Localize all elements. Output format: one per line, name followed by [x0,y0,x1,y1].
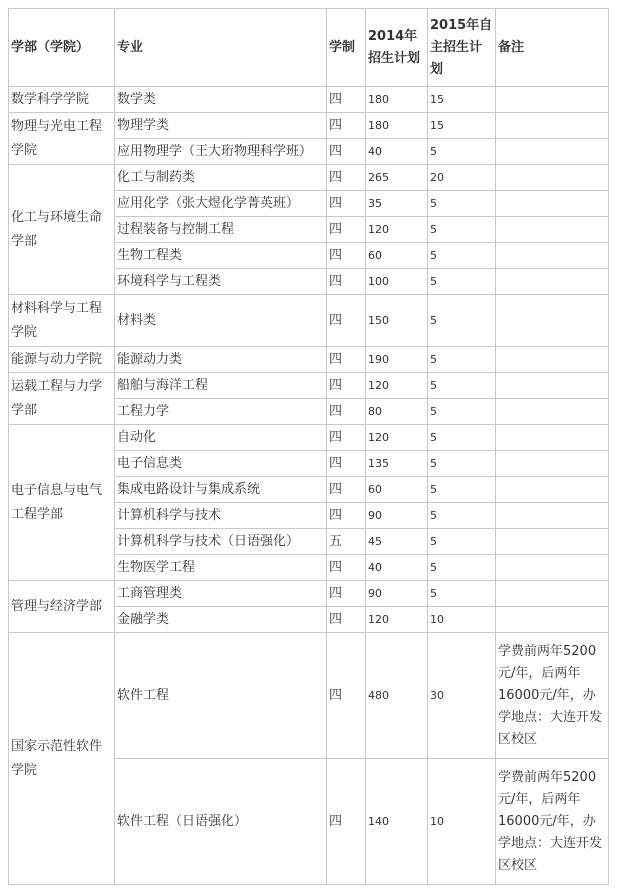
major-cell: 计算机科学与技术（日语强化） [115,529,327,555]
plan-2015-cell: 5 [428,347,496,373]
major-cell: 软件工程 [115,633,327,759]
school-cell: 物理与光电工程学院 [9,113,115,165]
major-cell: 自动化 [115,425,327,451]
years-cell: 四 [327,373,366,399]
plan-2015-cell: 5 [428,555,496,581]
plan-2014-cell: 40 [366,555,428,581]
plan-2015-cell: 5 [428,477,496,503]
plan-2015-cell: 5 [428,503,496,529]
years-cell: 五 [327,529,366,555]
header-years: 学制 [327,9,366,87]
plan-2015-cell: 5 [428,425,496,451]
plan-2015-cell: 5 [428,139,496,165]
plan-2014-cell: 120 [366,607,428,633]
admissions-table [8,8,609,885]
major-cell: 应用化学（张大煜化学菁英班） [115,191,327,217]
note-cell [496,113,609,139]
major-cell: 过程装备与控制工程 [115,217,327,243]
years-cell: 四 [327,503,366,529]
plan-2014-cell: 90 [366,581,428,607]
note-cell [496,607,609,633]
school-cell: 国家示范性软件学院 [9,633,115,885]
header-note: 备注 [496,9,609,87]
major-cell: 生物工程类 [115,243,327,269]
plan-2015-cell: 10 [428,759,496,885]
note-cell: 学费前两年5200元/年，后两年16000元/年，办学地点：大连开发区校区 [496,633,609,759]
school-cell: 电子信息与电气工程学部 [9,425,115,581]
school-cell: 数学科学学院 [9,87,115,113]
major-cell: 能源动力类 [115,347,327,373]
plan-2015-cell: 5 [428,373,496,399]
note-cell [496,217,609,243]
years-cell: 四 [327,347,366,373]
note-cell [496,87,609,113]
plan-2014-cell: 265 [366,165,428,191]
years-cell: 四 [327,243,366,269]
years-cell: 四 [327,633,366,759]
note-cell [496,373,609,399]
years-cell: 四 [327,451,366,477]
plan-2014-cell: 180 [366,87,428,113]
plan-2014-cell: 190 [366,347,428,373]
years-cell: 四 [327,191,366,217]
major-cell: 软件工程（日语强化） [115,759,327,885]
table-row [9,373,609,399]
school-cell: 运载工程与力学学部 [9,373,115,425]
note-cell [496,191,609,217]
plan-2014-cell: 120 [366,373,428,399]
table-row [9,633,609,759]
years-cell: 四 [327,295,366,347]
plan-2015-cell: 5 [428,269,496,295]
years-cell: 四 [327,425,366,451]
major-cell: 生物医学工程 [115,555,327,581]
header-major: 专业 [115,9,327,87]
plan-2015-cell: 15 [428,87,496,113]
years-cell: 四 [327,477,366,503]
table-row [9,295,609,347]
years-cell: 四 [327,269,366,295]
major-cell: 数学类 [115,87,327,113]
plan-2014-cell: 480 [366,633,428,759]
years-cell: 四 [327,399,366,425]
plan-2015-cell: 20 [428,165,496,191]
years-cell: 四 [327,581,366,607]
major-cell: 工程力学 [115,399,327,425]
plan-2014-cell: 40 [366,139,428,165]
note-cell [496,269,609,295]
major-cell: 电子信息类 [115,451,327,477]
school-cell: 材料科学与工程学院 [9,295,115,347]
header-plan-2015: 2015年自主招生计划 [428,9,496,87]
header-school: 学部（学院） [9,9,115,87]
plan-2014-cell: 120 [366,425,428,451]
table-row [9,347,609,373]
years-cell: 四 [327,113,366,139]
table-row [9,87,609,113]
school-cell: 管理与经济学部 [9,581,115,633]
years-cell: 四 [327,759,366,885]
years-cell: 四 [327,87,366,113]
plan-2015-cell: 5 [428,191,496,217]
major-cell: 环境科学与工程类 [115,269,327,295]
years-cell: 四 [327,165,366,191]
note-cell [496,477,609,503]
major-cell: 集成电路设计与集成系统 [115,477,327,503]
plan-2014-cell: 135 [366,451,428,477]
major-cell: 化工与制药类 [115,165,327,191]
note-cell [496,347,609,373]
years-cell: 四 [327,139,366,165]
plan-2014-cell: 35 [366,191,428,217]
major-cell: 计算机科学与技术 [115,503,327,529]
plan-2014-cell: 60 [366,243,428,269]
major-cell: 材料类 [115,295,327,347]
note-cell [496,295,609,347]
note-cell [496,399,609,425]
plan-2014-cell: 180 [366,113,428,139]
plan-2014-cell: 80 [366,399,428,425]
plan-2015-cell: 5 [428,581,496,607]
plan-2015-cell: 5 [428,217,496,243]
years-cell: 四 [327,217,366,243]
plan-2014-cell: 140 [366,759,428,885]
major-cell: 物理学类 [115,113,327,139]
plan-2014-cell: 90 [366,503,428,529]
note-cell [496,581,609,607]
years-cell: 四 [327,607,366,633]
years-cell: 四 [327,555,366,581]
note-cell [496,243,609,269]
plan-2015-cell: 5 [428,399,496,425]
table-row [9,425,609,451]
table-body [9,87,609,885]
major-cell: 工商管理类 [115,581,327,607]
note-cell [496,165,609,191]
plan-2014-cell: 120 [366,217,428,243]
plan-2014-cell: 100 [366,269,428,295]
note-cell [496,425,609,451]
plan-2015-cell: 5 [428,529,496,555]
note-cell [496,451,609,477]
header-row [9,9,609,87]
note-cell [496,503,609,529]
table-row [9,581,609,607]
major-cell: 应用物理学（王大珩物理科学班） [115,139,327,165]
note-cell: 学费前两年5200元/年，后两年16000元/年，办学地点：大连开发区校区 [496,759,609,885]
note-cell [496,529,609,555]
plan-2015-cell: 5 [428,451,496,477]
plan-2014-cell: 45 [366,529,428,555]
admissions-table-container [8,8,609,885]
note-cell [496,555,609,581]
table-row [9,165,609,191]
plan-2015-cell: 30 [428,633,496,759]
plan-2015-cell: 15 [428,113,496,139]
major-cell: 金融学类 [115,607,327,633]
school-cell: 能源与动力学院 [9,347,115,373]
plan-2014-cell: 150 [366,295,428,347]
table-row [9,113,609,139]
plan-2015-cell: 5 [428,243,496,269]
header-plan-2014: 2014年招生计划 [366,9,428,87]
major-cell: 船舶与海洋工程 [115,373,327,399]
plan-2014-cell: 60 [366,477,428,503]
school-cell: 化工与环境生命学部 [9,165,115,295]
note-cell [496,139,609,165]
plan-2015-cell: 10 [428,607,496,633]
plan-2015-cell: 5 [428,295,496,347]
